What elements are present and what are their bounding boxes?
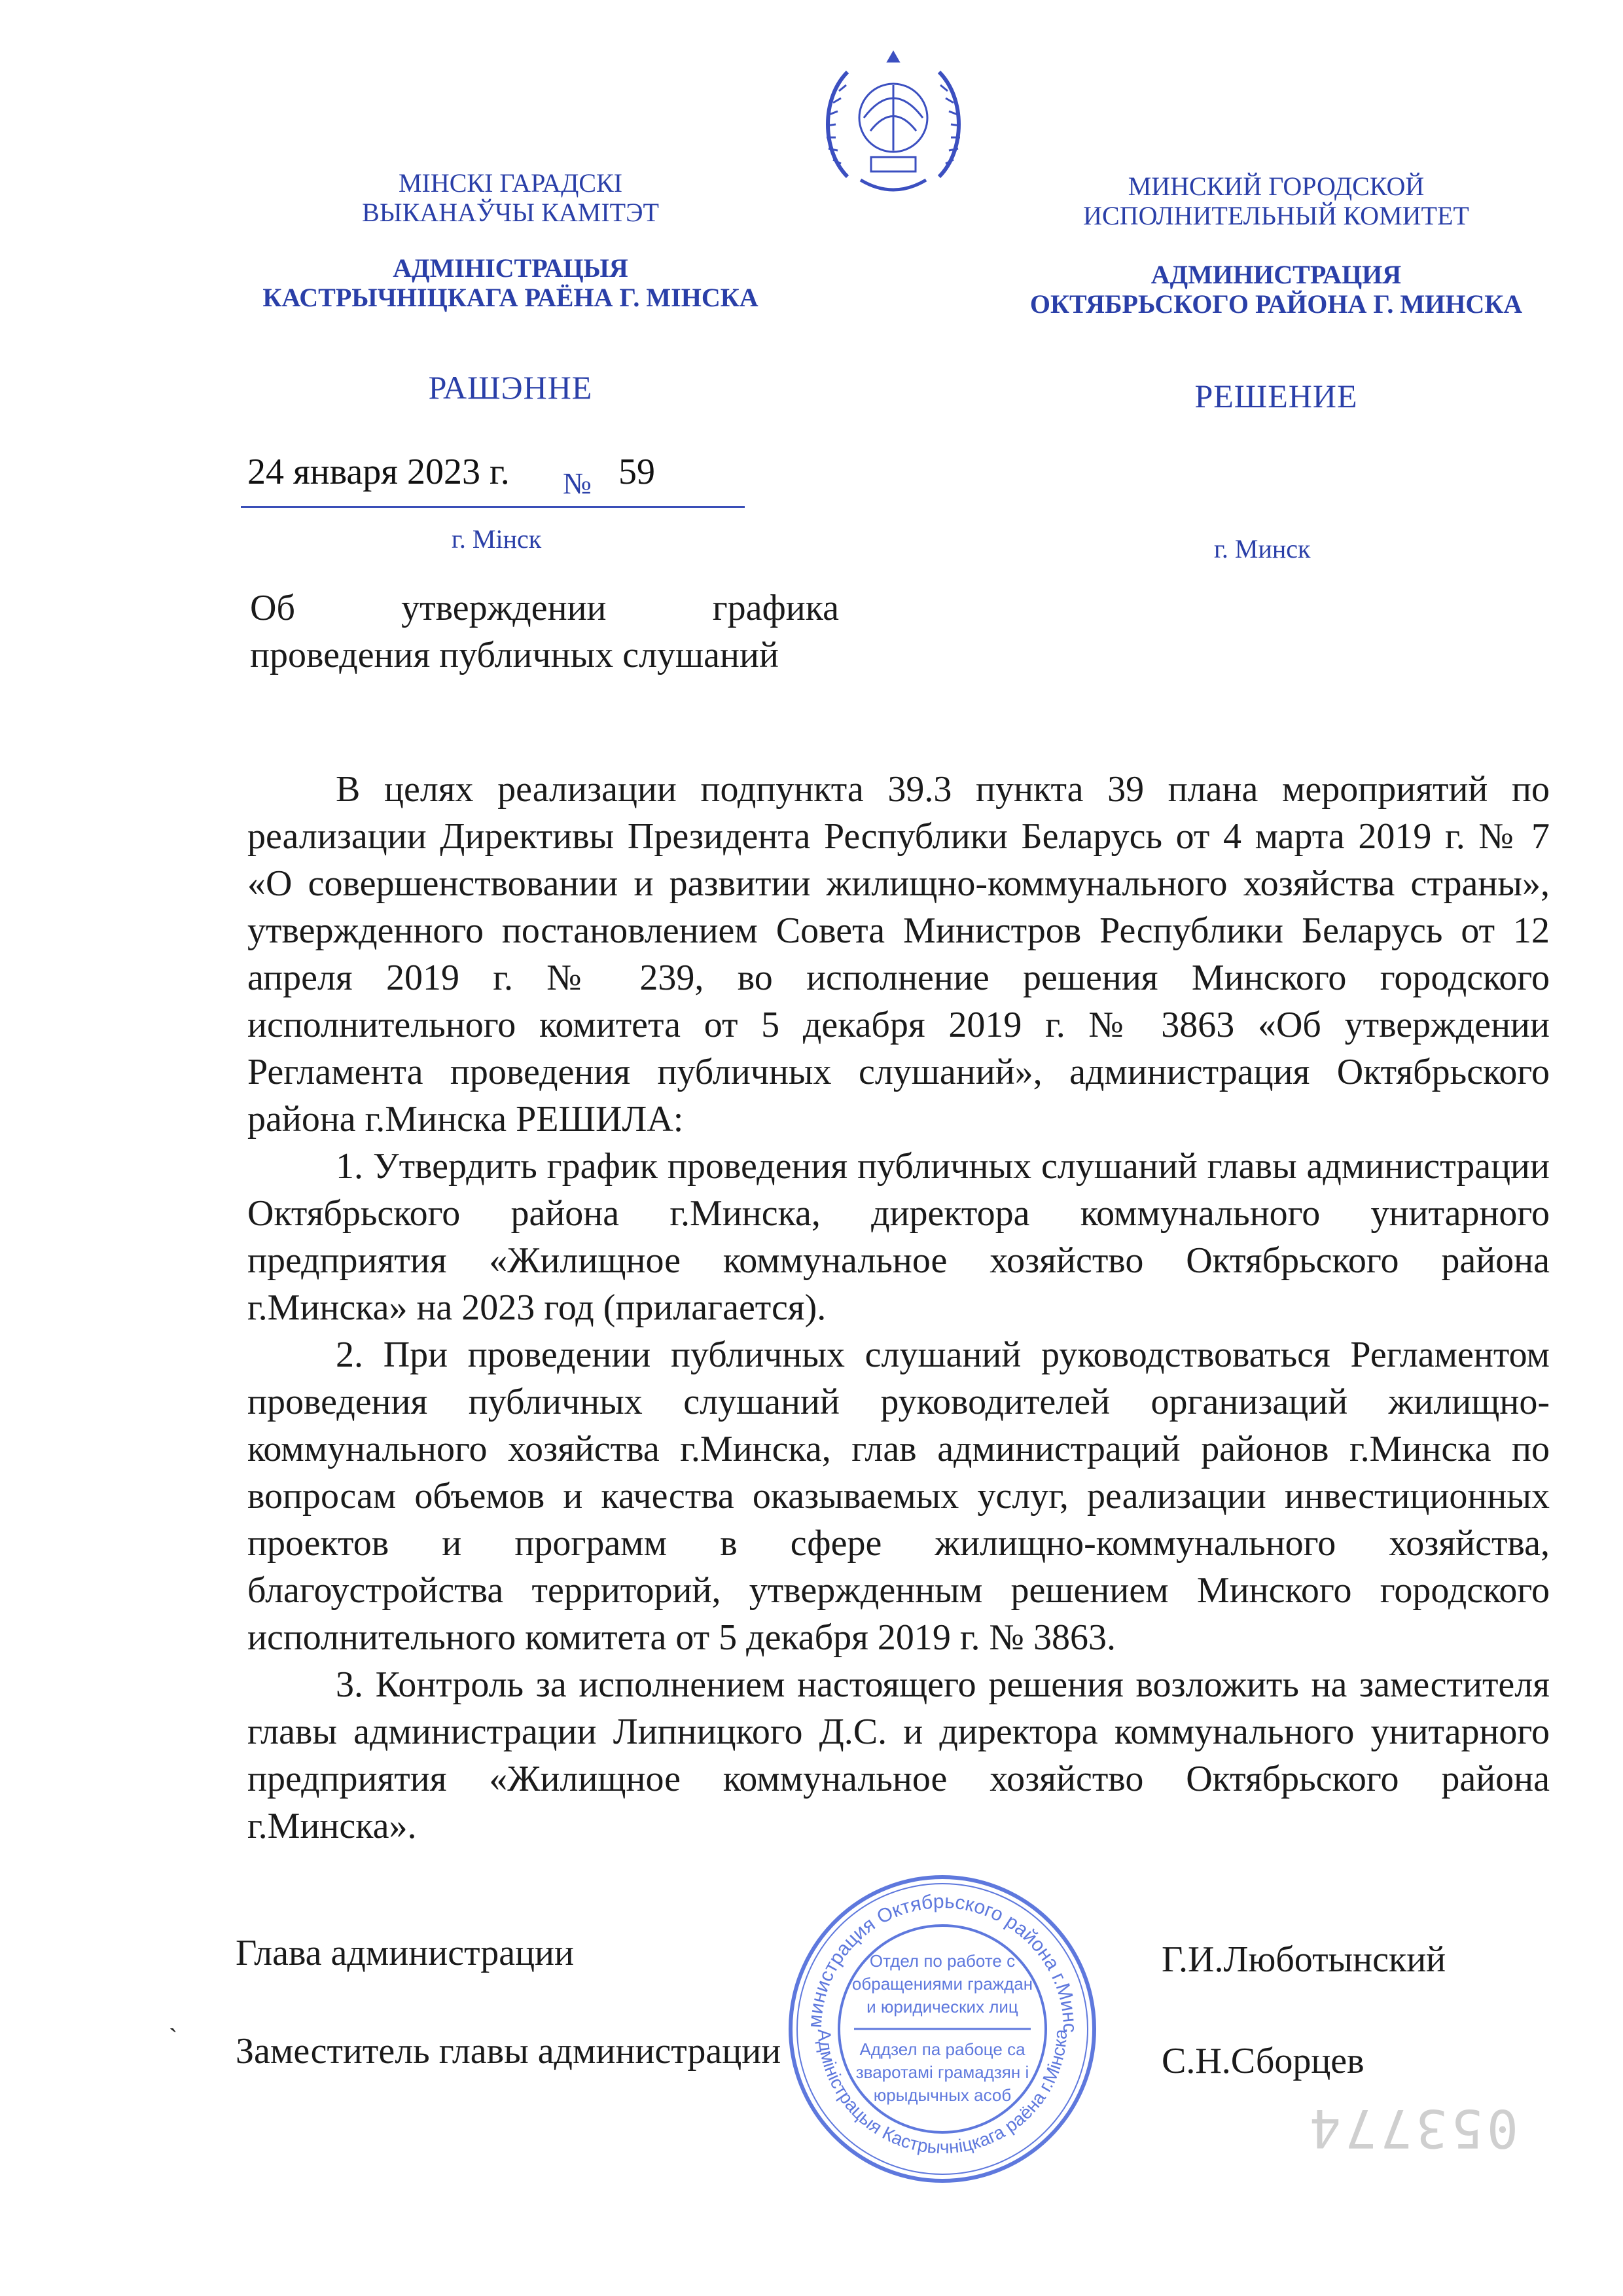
subject-line2: проведения публичных слушаний (250, 635, 779, 675)
signature-name-1: Г.И.Люботынский (1162, 1939, 1446, 1980)
official-stamp (782, 1869, 1103, 2189)
header-right-line1: МИНСКИЙ ГОРОДСКОЙ (1128, 171, 1425, 201)
signature-name-2: С.Н.Сборцев (1162, 2041, 1364, 2081)
header-right-line2: ИСПОЛНИТЕЛЬНЫЙ КОМИТЕТ (1083, 201, 1469, 230)
body-item-2: 2. При проведении публичных слушаний руководствоваться Регламентом проведения публичных слушаний руководителей организаций жилищно-коммунального хозяйства г.Минска, глав администраций районов г.Минска по вопросам объемов и качества оказываемых услуг, реализации инвестиционных проектов и программ в сфере жилищно-коммунального хозяйства, благоустройства территорий, утвержденным решением Минского городского исполнительного комитета от 5 декабря 2019 г. № 3863. (247, 1335, 1550, 1658)
margin-mark: ` (169, 2023, 178, 2053)
serial-number: 053774 (1306, 2098, 1518, 2159)
header-left-line2: ВЫКАНАЎЧЫ КАМІТЭТ (362, 198, 659, 227)
subject-line1: Об утверждении графика (250, 588, 839, 628)
body-intro: В целях реализации подпункта 39.3 пункта 39 плана мероприятий по реализации Директивы Президента Республики Беларусь от 4 марта 2019 г. № 7 «О совершенствовании и развитии жилищно-коммунального хозяйства страны», утвержденного постановлением Совета Министров Республики Беларусь от 12 апреля 2019 г. № 239, во исполнение решения Минского городского исполнительного комитета от 5 декабря 2019 г. № 3863 «Об утверждении Регламента проведения публичных слушаний», администрация Октябрьского района г.Минска РЕШИЛА: (247, 769, 1550, 1139)
stamp-inner-ru-1: Отдел по работе с (869, 1951, 1016, 1971)
doc-type-left: РАШЭННЕ (428, 369, 593, 406)
header-left-line3: АДМІНІСТРАЦЫЯ (393, 253, 628, 283)
signature-role-1: Глава администрации (236, 1933, 574, 1973)
body-item-1: 1. Утвердить график проведения публичных слушаний главы администрации Октябрьского района г.Минска, директора коммунального унитарного предприятия «Жилищное коммунальное хозяйство Октябрьского района г.Минска» на 2023 год (прилагается). (247, 1146, 1550, 1328)
city-left: г. Мінск (452, 524, 542, 554)
stamp-inner-ru-2: обращениями граждан (851, 1974, 1033, 1994)
document-subject (250, 584, 839, 679)
stamp-inner-ru-3: и юридических лиц (866, 1997, 1018, 2017)
number-sign: № (563, 467, 592, 500)
document-number: 59 (618, 452, 655, 492)
doc-type-right: РЕШЕНИЕ (1194, 378, 1358, 414)
header-left-line4: КАСТРЫЧНІЦКАГА РАЁНА Г. МІНСКА (262, 283, 758, 312)
stamp-outer-top: министрация Октябрьского района г.Минс (804, 1890, 1081, 2033)
stamp-inner-by-3: юрыдычных асоб (873, 2085, 1012, 2105)
header-left-line1: МІНСКІ ГАРАДСКІ (398, 168, 623, 198)
stamp-outer-bottom: Адміністрацыя Кастрычніцкага раёна г.Мінска (813, 2028, 1071, 2158)
signature-role-2: Заместитель главы администрации (236, 2031, 781, 2072)
header-right-line3: АДМИНИСТРАЦИЯ (1150, 260, 1402, 289)
header-right-line4: ОКТЯБРЬСКОГО РАЙОНА Г. МИНСКА (1029, 289, 1523, 319)
document-body (247, 766, 1550, 1850)
city-right: г. Минск (1214, 534, 1311, 564)
document-date: 24 января 2023 г. (247, 452, 510, 492)
body-item-3: 3. Контроль за исполнением настоящего решения возложить на заместителя главы администрации Липницкого Д.С. и директора коммунального унитарного предприятия «Жилищное коммунальное хозяйство Октябрьского района г.Минска». (247, 1664, 1550, 1846)
stamp-inner-by-1: Аддзел па рабоце са (859, 2039, 1026, 2059)
state-emblem-icon (808, 39, 978, 209)
stamp-inner-by-2: зваротамі грамадзян і (855, 2062, 1029, 2082)
